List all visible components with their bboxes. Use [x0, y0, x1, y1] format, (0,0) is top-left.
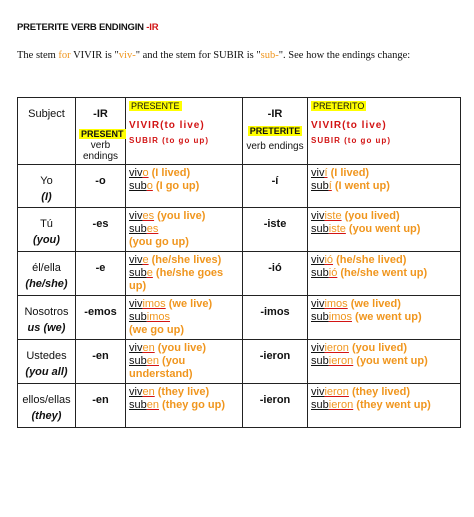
- example-line: [129, 324, 239, 337]
- verb-stem: sub: [129, 267, 147, 279]
- present-examples-cell: [126, 208, 243, 252]
- verb-stem: sub: [129, 180, 147, 192]
- subir-label: SUBIR (to go up): [311, 136, 391, 145]
- verb-ending: imos: [146, 311, 170, 323]
- present-ending-cell: [76, 296, 126, 340]
- example-line: [311, 180, 457, 193]
- verb-endings-label: verb endings: [246, 141, 304, 152]
- table-row: [18, 165, 461, 208]
- english-meaning: up): [129, 280, 147, 292]
- english-meaning: (he/she lived): [333, 254, 407, 266]
- subject-pronoun: ellos/ellas: [22, 394, 71, 406]
- example-line: [311, 267, 457, 280]
- verb-stem: viv: [129, 298, 143, 310]
- english-meaning: (we go up): [129, 324, 184, 336]
- subject-english: (I): [41, 191, 52, 203]
- present-badge: PRESENT: [81, 129, 124, 139]
- verb-table: [17, 97, 461, 428]
- present-ending: -emos: [84, 306, 117, 318]
- verb-ending: iste: [324, 210, 342, 222]
- verb-ending: o: [146, 180, 153, 192]
- verb-stem: viv: [311, 167, 325, 179]
- verb-ending: es: [142, 210, 155, 222]
- verb-ending: en: [146, 355, 159, 367]
- english-meaning: (you go up): [129, 236, 189, 248]
- preterite-ending: -ieron: [259, 394, 291, 406]
- present-ending: -e: [95, 262, 106, 274]
- english-meaning: (he/she lives): [148, 254, 222, 266]
- verb-ending: ieron: [324, 342, 349, 354]
- verb-stem: sub: [311, 267, 329, 279]
- subject-cell: [18, 340, 76, 384]
- example-line: [129, 236, 239, 249]
- present-ending: -en: [92, 350, 109, 362]
- english-meaning: (they lived): [348, 386, 411, 398]
- subject-english: (they): [31, 410, 62, 422]
- subject-cell: [18, 384, 76, 428]
- english-meaning: (you lived): [341, 210, 400, 222]
- verb-ending: ieron: [324, 386, 349, 398]
- example-line: [129, 355, 239, 368]
- example-line: [129, 386, 239, 399]
- verb-stem: sub: [311, 355, 329, 367]
- preterite-ending-cell: [243, 165, 308, 208]
- table-row: [18, 252, 461, 296]
- example-line: [311, 210, 457, 223]
- example-line: [129, 223, 239, 236]
- verb-ending: o: [142, 167, 149, 179]
- verb-stem: viv: [129, 167, 143, 179]
- verb-ending: ió: [324, 254, 334, 266]
- english-meaning: (you live): [154, 210, 206, 222]
- verb-ending: es: [146, 223, 159, 235]
- table-row: [18, 208, 461, 252]
- page-title: [17, 22, 158, 33]
- header-row: [18, 98, 461, 165]
- english-meaning: understand): [129, 368, 193, 380]
- english-meaning: (we live): [165, 298, 213, 310]
- preterite-ending-cell: [243, 340, 308, 384]
- example-line: [129, 368, 239, 381]
- preterite-ending-cell: [243, 252, 308, 296]
- verb-ending: e: [142, 254, 149, 266]
- english-meaning: (we lived): [347, 298, 401, 310]
- example-line: [129, 267, 239, 280]
- preterite-ending-header: [243, 98, 308, 165]
- example-line: [311, 342, 457, 355]
- subject-pronoun: Yo: [40, 175, 53, 187]
- preterite-examples-cell: [308, 252, 461, 296]
- present-ending: -en: [92, 394, 109, 406]
- table-row: [18, 384, 461, 428]
- english-meaning: (we went up): [351, 311, 422, 323]
- present-examples-cell: [126, 252, 243, 296]
- example-line: [129, 342, 239, 355]
- verb-ending: imos: [142, 298, 166, 310]
- verb-stem: sub: [129, 223, 147, 235]
- table-row: [18, 340, 461, 384]
- english-meaning: (they went up): [353, 399, 431, 411]
- present-ending-header: [76, 98, 126, 165]
- vivir-label: VIVIR(to live): [129, 120, 205, 131]
- english-meaning: (you: [159, 355, 186, 367]
- example-line: [129, 311, 239, 324]
- present-ending-cell: [76, 252, 126, 296]
- example-line: [129, 167, 239, 180]
- english-meaning: (you lived): [348, 342, 407, 354]
- verb-ending: í: [328, 180, 332, 192]
- preterite-ending: -í: [271, 175, 279, 187]
- subject-pronoun: él/ella: [32, 262, 61, 274]
- english-meaning: (you went up): [345, 223, 421, 235]
- intro-part: VIVIR is ": [70, 50, 119, 61]
- english-meaning: (you live): [154, 342, 207, 354]
- subject-english: (you): [33, 234, 60, 246]
- verb-stem: viv: [129, 210, 143, 222]
- preterite-examples-cell: [308, 208, 461, 252]
- subject-cell: [18, 208, 76, 252]
- subject-label: Subject: [28, 108, 65, 120]
- subir-label: SUBIR (to go up): [129, 136, 209, 145]
- english-meaning: (I lived): [148, 167, 191, 179]
- present-ending: -es: [92, 218, 109, 230]
- subject-pronoun: Ustedes: [26, 350, 67, 362]
- present-ending-cell: [76, 340, 126, 384]
- verb-ending: e: [146, 267, 153, 279]
- example-line: [311, 254, 457, 267]
- example-line: [311, 223, 457, 236]
- present-ending: -o: [95, 175, 106, 187]
- ir-label: -IR: [267, 108, 283, 120]
- present-examples-cell: [126, 384, 243, 428]
- present-ending-cell: [76, 384, 126, 428]
- example-line: [129, 180, 239, 193]
- present-examples-cell: [126, 296, 243, 340]
- english-meaning: (you went up): [353, 355, 428, 367]
- example-line: [311, 355, 457, 368]
- preterite-ending: -ieron: [259, 350, 291, 362]
- example-line: [129, 280, 239, 293]
- preterite-examples-cell: [308, 296, 461, 340]
- intro-stem-viv: viv-: [118, 50, 136, 61]
- present-ending-cell: [76, 165, 126, 208]
- ir-label: -IR: [93, 108, 108, 120]
- verb-ending: iste: [328, 223, 346, 235]
- verb-stem: sub: [129, 399, 147, 411]
- verb-ending: en: [142, 342, 155, 354]
- preterito-title: PRETERITO: [313, 101, 365, 111]
- english-meaning: (I went up): [331, 180, 390, 192]
- verb-ending: í: [324, 167, 328, 179]
- present-examples-cell: [126, 165, 243, 208]
- verb-ending: imos: [328, 311, 352, 323]
- verb-stem: viv: [311, 342, 325, 354]
- preterite-examples-cell: [308, 165, 461, 208]
- verb-stem: sub: [311, 223, 329, 235]
- title-suffix: -IR: [146, 22, 159, 33]
- subject-cell: [18, 165, 76, 208]
- example-line: [311, 386, 457, 399]
- subject-cell: [18, 252, 76, 296]
- verb-stem: viv: [311, 386, 325, 398]
- example-line: [129, 254, 239, 267]
- english-meaning: (they go up): [159, 399, 225, 411]
- english-meaning: (I lived): [327, 167, 370, 179]
- verb-ending: imos: [324, 298, 348, 310]
- intro-part: The stem: [17, 50, 59, 61]
- english-meaning: (he/she goes: [152, 267, 224, 279]
- present-ending-cell: [76, 208, 126, 252]
- present-examples-cell: [126, 340, 243, 384]
- preterite-ending: -iste: [263, 218, 287, 230]
- subject-pronoun: Tú: [40, 218, 53, 230]
- verb-stem: sub: [311, 399, 329, 411]
- verb-stem: viv: [311, 298, 325, 310]
- example-line: [311, 311, 457, 324]
- verb-ending: en: [142, 386, 155, 398]
- subject-pronoun: Nosotros: [24, 306, 69, 318]
- endings-label: endings: [82, 151, 119, 162]
- presente-title: PRESENTE: [131, 101, 180, 111]
- table-row: [18, 296, 461, 340]
- intro-text: [17, 50, 410, 61]
- intro-for: for: [58, 50, 71, 61]
- example-line: [311, 298, 457, 311]
- verb-ending: en: [146, 399, 159, 411]
- vivir-label: VIVIR(to live): [311, 120, 387, 131]
- preterito-header: [308, 98, 461, 165]
- subject-english: (you all): [25, 366, 68, 378]
- verb-stem: viv: [311, 254, 325, 266]
- verb-stem: viv: [129, 254, 143, 266]
- preterite-examples-cell: [308, 384, 461, 428]
- verb-stem: viv: [129, 342, 143, 354]
- example-line: [129, 298, 239, 311]
- english-meaning: (they live): [154, 386, 210, 398]
- preterite-ending-cell: [243, 384, 308, 428]
- preterite-ending-cell: [243, 296, 308, 340]
- intro-part: ". See how the endings change:: [278, 50, 411, 61]
- example-line: [311, 167, 457, 180]
- preterite-ending: -imos: [260, 306, 290, 318]
- verb-ending: ió: [328, 267, 338, 279]
- verb-ending: ieron: [328, 355, 354, 367]
- subject-cell: [18, 296, 76, 340]
- verb-ending: ieron: [328, 399, 354, 411]
- example-line: [129, 399, 239, 412]
- title-main: PRETERITE VERB ENDINGIN: [17, 22, 144, 33]
- verb-stem: viv: [129, 386, 143, 398]
- subject-header: [18, 98, 76, 165]
- subject-english: (he/she): [25, 278, 68, 290]
- presente-header: [126, 98, 243, 165]
- example-line: [129, 210, 239, 223]
- example-line: [311, 399, 457, 412]
- verb-stem: viv: [311, 210, 325, 222]
- verb-label: verb: [90, 140, 111, 151]
- english-meaning: (I go up): [152, 180, 200, 192]
- verb-stem: sub: [311, 311, 329, 323]
- subject-english: us (we): [27, 322, 66, 334]
- preterite-ending-cell: [243, 208, 308, 252]
- verb-stem: sub: [129, 311, 147, 323]
- verb-stem: sub: [129, 355, 147, 367]
- verb-stem: sub: [311, 180, 329, 192]
- preterite-badge: PRETERITE: [249, 126, 301, 136]
- english-meaning: (he/she went up): [337, 267, 428, 279]
- intro-stem-sub: sub-: [260, 50, 279, 61]
- preterite-examples-cell: [308, 340, 461, 384]
- preterite-ending: -ió: [268, 262, 282, 274]
- intro-part: " and the stem for SUBIR is ": [135, 50, 261, 61]
